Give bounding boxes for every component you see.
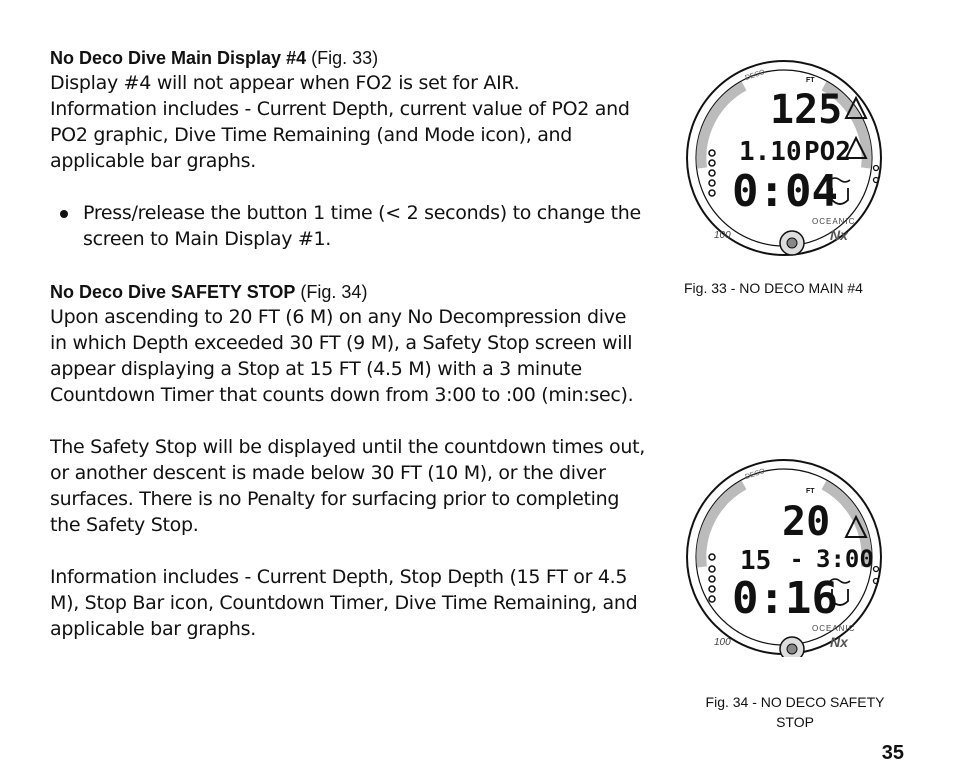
section2-line: in which Depth exceeded 30 FT (9 M), a Safety Stop screen will bbox=[50, 332, 633, 354]
countdown-timer: 3:00 bbox=[816, 545, 874, 573]
section1-figref: (Fig. 33) bbox=[311, 48, 379, 68]
depth-readout: 20 bbox=[782, 499, 831, 545]
text-column bbox=[50, 46, 660, 642]
bullet-line: Press/release the button 1 time (< 2 seconds) to change the bbox=[83, 202, 641, 224]
caption-line: Fig. 34 - NO DECO SAFETY bbox=[705, 694, 885, 710]
section1-bullet bbox=[50, 200, 660, 252]
section2-line: The Safety Stop will be displayed until the countdown times out, bbox=[50, 436, 645, 458]
section2-line: M), Stop Bar icon, Countdown Timer, Dive Time Remaining, and bbox=[50, 592, 638, 614]
depth-readout: 125 bbox=[770, 87, 843, 133]
dive-computer-figure-33 bbox=[684, 58, 884, 258]
section2-title: No Deco Dive SAFETY STOP bbox=[50, 282, 296, 302]
caption-line: STOP bbox=[776, 714, 814, 730]
model-label: 100 bbox=[714, 230, 731, 241]
section2-line: applicable bar graphs. bbox=[50, 618, 256, 640]
section1-line: PO2 graphic, Dive Time Remaining (and Mode icon), and bbox=[50, 124, 573, 146]
dive-time-readout: 0:16 bbox=[732, 573, 838, 624]
section2-line: Information includes - Current Depth, Stop Depth (15 FT or 4.5 bbox=[50, 566, 628, 588]
section1-heading bbox=[50, 46, 660, 70]
section1-title: No Deco Dive Main Display #4 bbox=[50, 48, 307, 68]
section2-figref: (Fig. 34) bbox=[300, 282, 368, 302]
stop-bar-icon: - bbox=[790, 548, 804, 573]
section2-line: appear displaying a Stop at 15 FT (4.5 M) with a 3 minute bbox=[50, 358, 582, 380]
section2-line: the Safety Stop. bbox=[50, 514, 199, 536]
dive-time-readout: 0:04 bbox=[732, 166, 838, 217]
section2-line: Countdown Timer that counts down from 3:00 to :00 (min:sec). bbox=[50, 384, 634, 406]
maker-label: OCEANIC bbox=[812, 624, 856, 633]
figure-34-caption bbox=[680, 692, 910, 732]
brand-label: DECO bbox=[744, 68, 766, 82]
figure-33-caption: Fig. 33 - NO DECO MAIN #4 bbox=[684, 280, 863, 296]
series-label: Nx bbox=[830, 227, 848, 243]
po2-value: 1.10 bbox=[739, 137, 802, 167]
section2-line: or another descent is made below 30 FT (10 M), or the diver bbox=[50, 462, 606, 484]
bullet-icon bbox=[60, 210, 68, 218]
maker-label: OCEANIC bbox=[812, 217, 856, 226]
series-label: Nx bbox=[830, 634, 848, 650]
unit-label: FT bbox=[806, 77, 815, 84]
section2-line: Upon ascending to 20 FT (6 M) on any No Decompression dive bbox=[50, 306, 627, 328]
model-label: 100 bbox=[714, 637, 731, 648]
po2-label: PO2 bbox=[804, 137, 851, 167]
section2-line: surfaces. There is no Penalty for surfacing prior to completing bbox=[50, 488, 620, 510]
section2-heading bbox=[50, 280, 660, 304]
section1-line: Information includes - Current Depth, current value of PO2 and bbox=[50, 98, 630, 120]
section1-line: applicable bar graphs. bbox=[50, 150, 256, 172]
stop-depth: 15 bbox=[740, 546, 772, 576]
dive-computer-figure-34 bbox=[684, 457, 884, 657]
bullet-line: screen to Main Display #1. bbox=[83, 228, 332, 250]
unit-label: FT bbox=[806, 488, 815, 495]
section1-line: Display #4 will not appear when FO2 is set for AIR. bbox=[50, 72, 520, 94]
brand-label: DECO bbox=[744, 467, 766, 481]
page-number: 35 bbox=[881, 742, 904, 764]
